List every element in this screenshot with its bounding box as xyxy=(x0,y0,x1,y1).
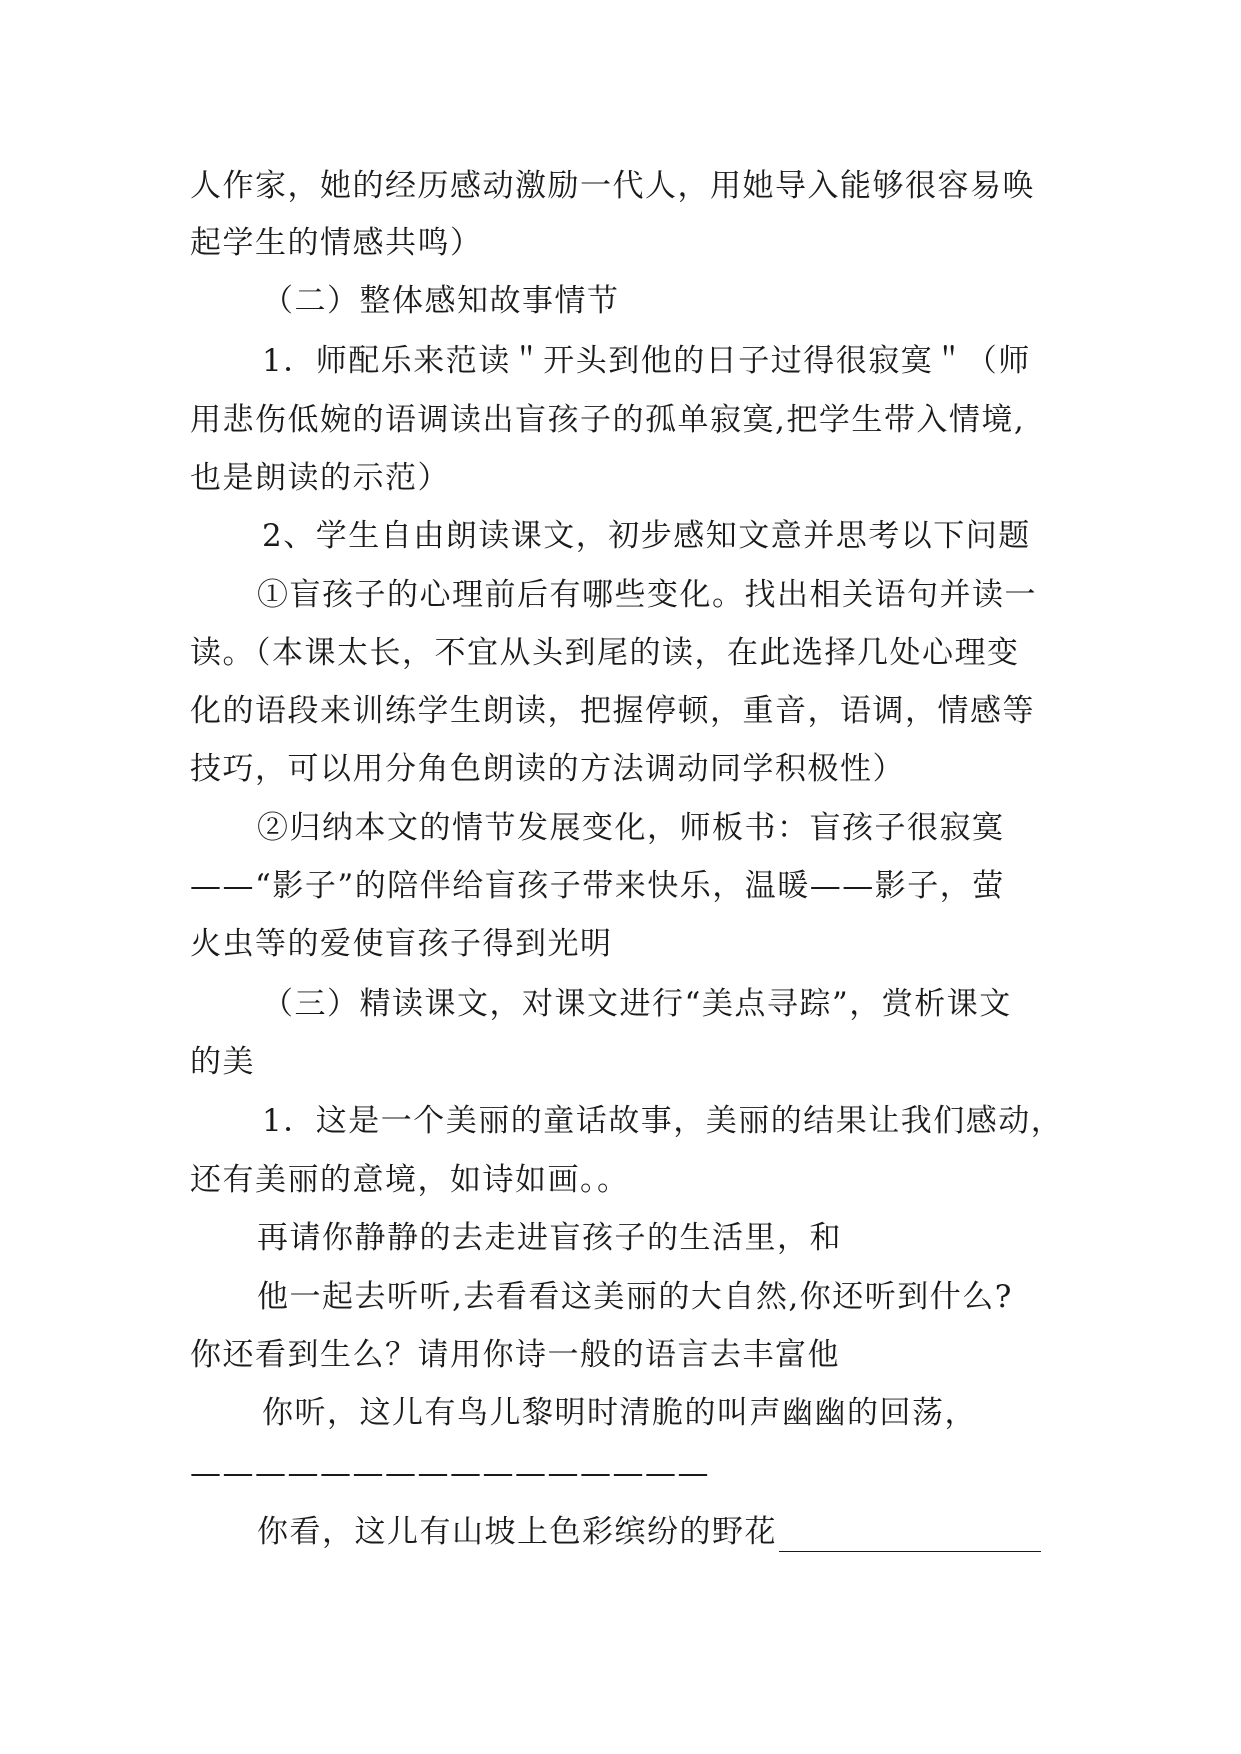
text-line: 的美 xyxy=(190,1044,255,1080)
text-line: 也是朗读的示范） xyxy=(190,460,450,496)
text-line: ①盲孩子的心理前后有哪些变化。找出相关语句并读一 xyxy=(257,577,1037,613)
text-line: 技巧，可以用分角色朗读的方法调动同学积极性） xyxy=(190,751,905,787)
text-line: ——“影子”的陪伴给盲孩子带来快乐，温暖——影子，萤 xyxy=(190,868,1005,904)
text-line: 火虫等的爱使盲孩子得到光明 xyxy=(190,926,613,962)
section-heading: （三）精读课文，对课文进行“美点寻踪”，赏析课文 xyxy=(262,986,1012,1022)
text-line: 再请你静静的去走进盲孩子的生活里，和 xyxy=(257,1220,842,1256)
text-line: 1．师配乐来范读＂开头到他的日子过得很寂寞＂（师 xyxy=(262,343,1031,379)
text-segment: 你看，这儿有山坡上色彩缤纷的野花 xyxy=(257,1514,777,1550)
text-line: 2、学生自由朗读课文，初步感知文意并思考以下问题 xyxy=(262,518,1031,554)
text-line: 1．这是一个美丽的童话故事，美丽的结果让我们感动， xyxy=(262,1103,1064,1139)
text-line: 化的语段来训练学生朗读，把握停顿，重音，语调，情感等 xyxy=(190,693,1035,729)
text-line: 起学生的情感共鸣） xyxy=(190,225,483,261)
text-line: 他一起去听听,去看看这美丽的大自然,你还听到什么? xyxy=(257,1279,1013,1315)
section-heading: （二）整体感知故事情节 xyxy=(262,283,620,319)
text-line: 用悲伤低婉的语调读出盲孩子的孤单寂寞,把学生带入情境, xyxy=(190,402,1026,438)
text-line: 读。（本课太长，不宜从头到尾的读，在此选择几处心理变 xyxy=(190,635,1020,671)
text-line: 还有美丽的意境，如诗如画。。 xyxy=(190,1162,630,1198)
text-line: 人作家，她的经历感动激励一代人，用她导入能够很容易唤 xyxy=(190,168,1035,204)
text-line: 你还看到生么？请用你诗一般的语言去丰富他 xyxy=(190,1337,840,1373)
text-line: 你听，这儿有鸟儿黎明时清脆的叫声幽幽的回荡， xyxy=(262,1395,977,1431)
fill-in-blank xyxy=(779,1521,1041,1552)
text-line: ②归纳本文的情节发展变化，师板书：盲孩子很寂寞 xyxy=(257,810,1005,846)
text-line-with-blank xyxy=(257,1512,1127,1552)
fill-in-dash-line: ———————————————— xyxy=(190,1455,710,1491)
